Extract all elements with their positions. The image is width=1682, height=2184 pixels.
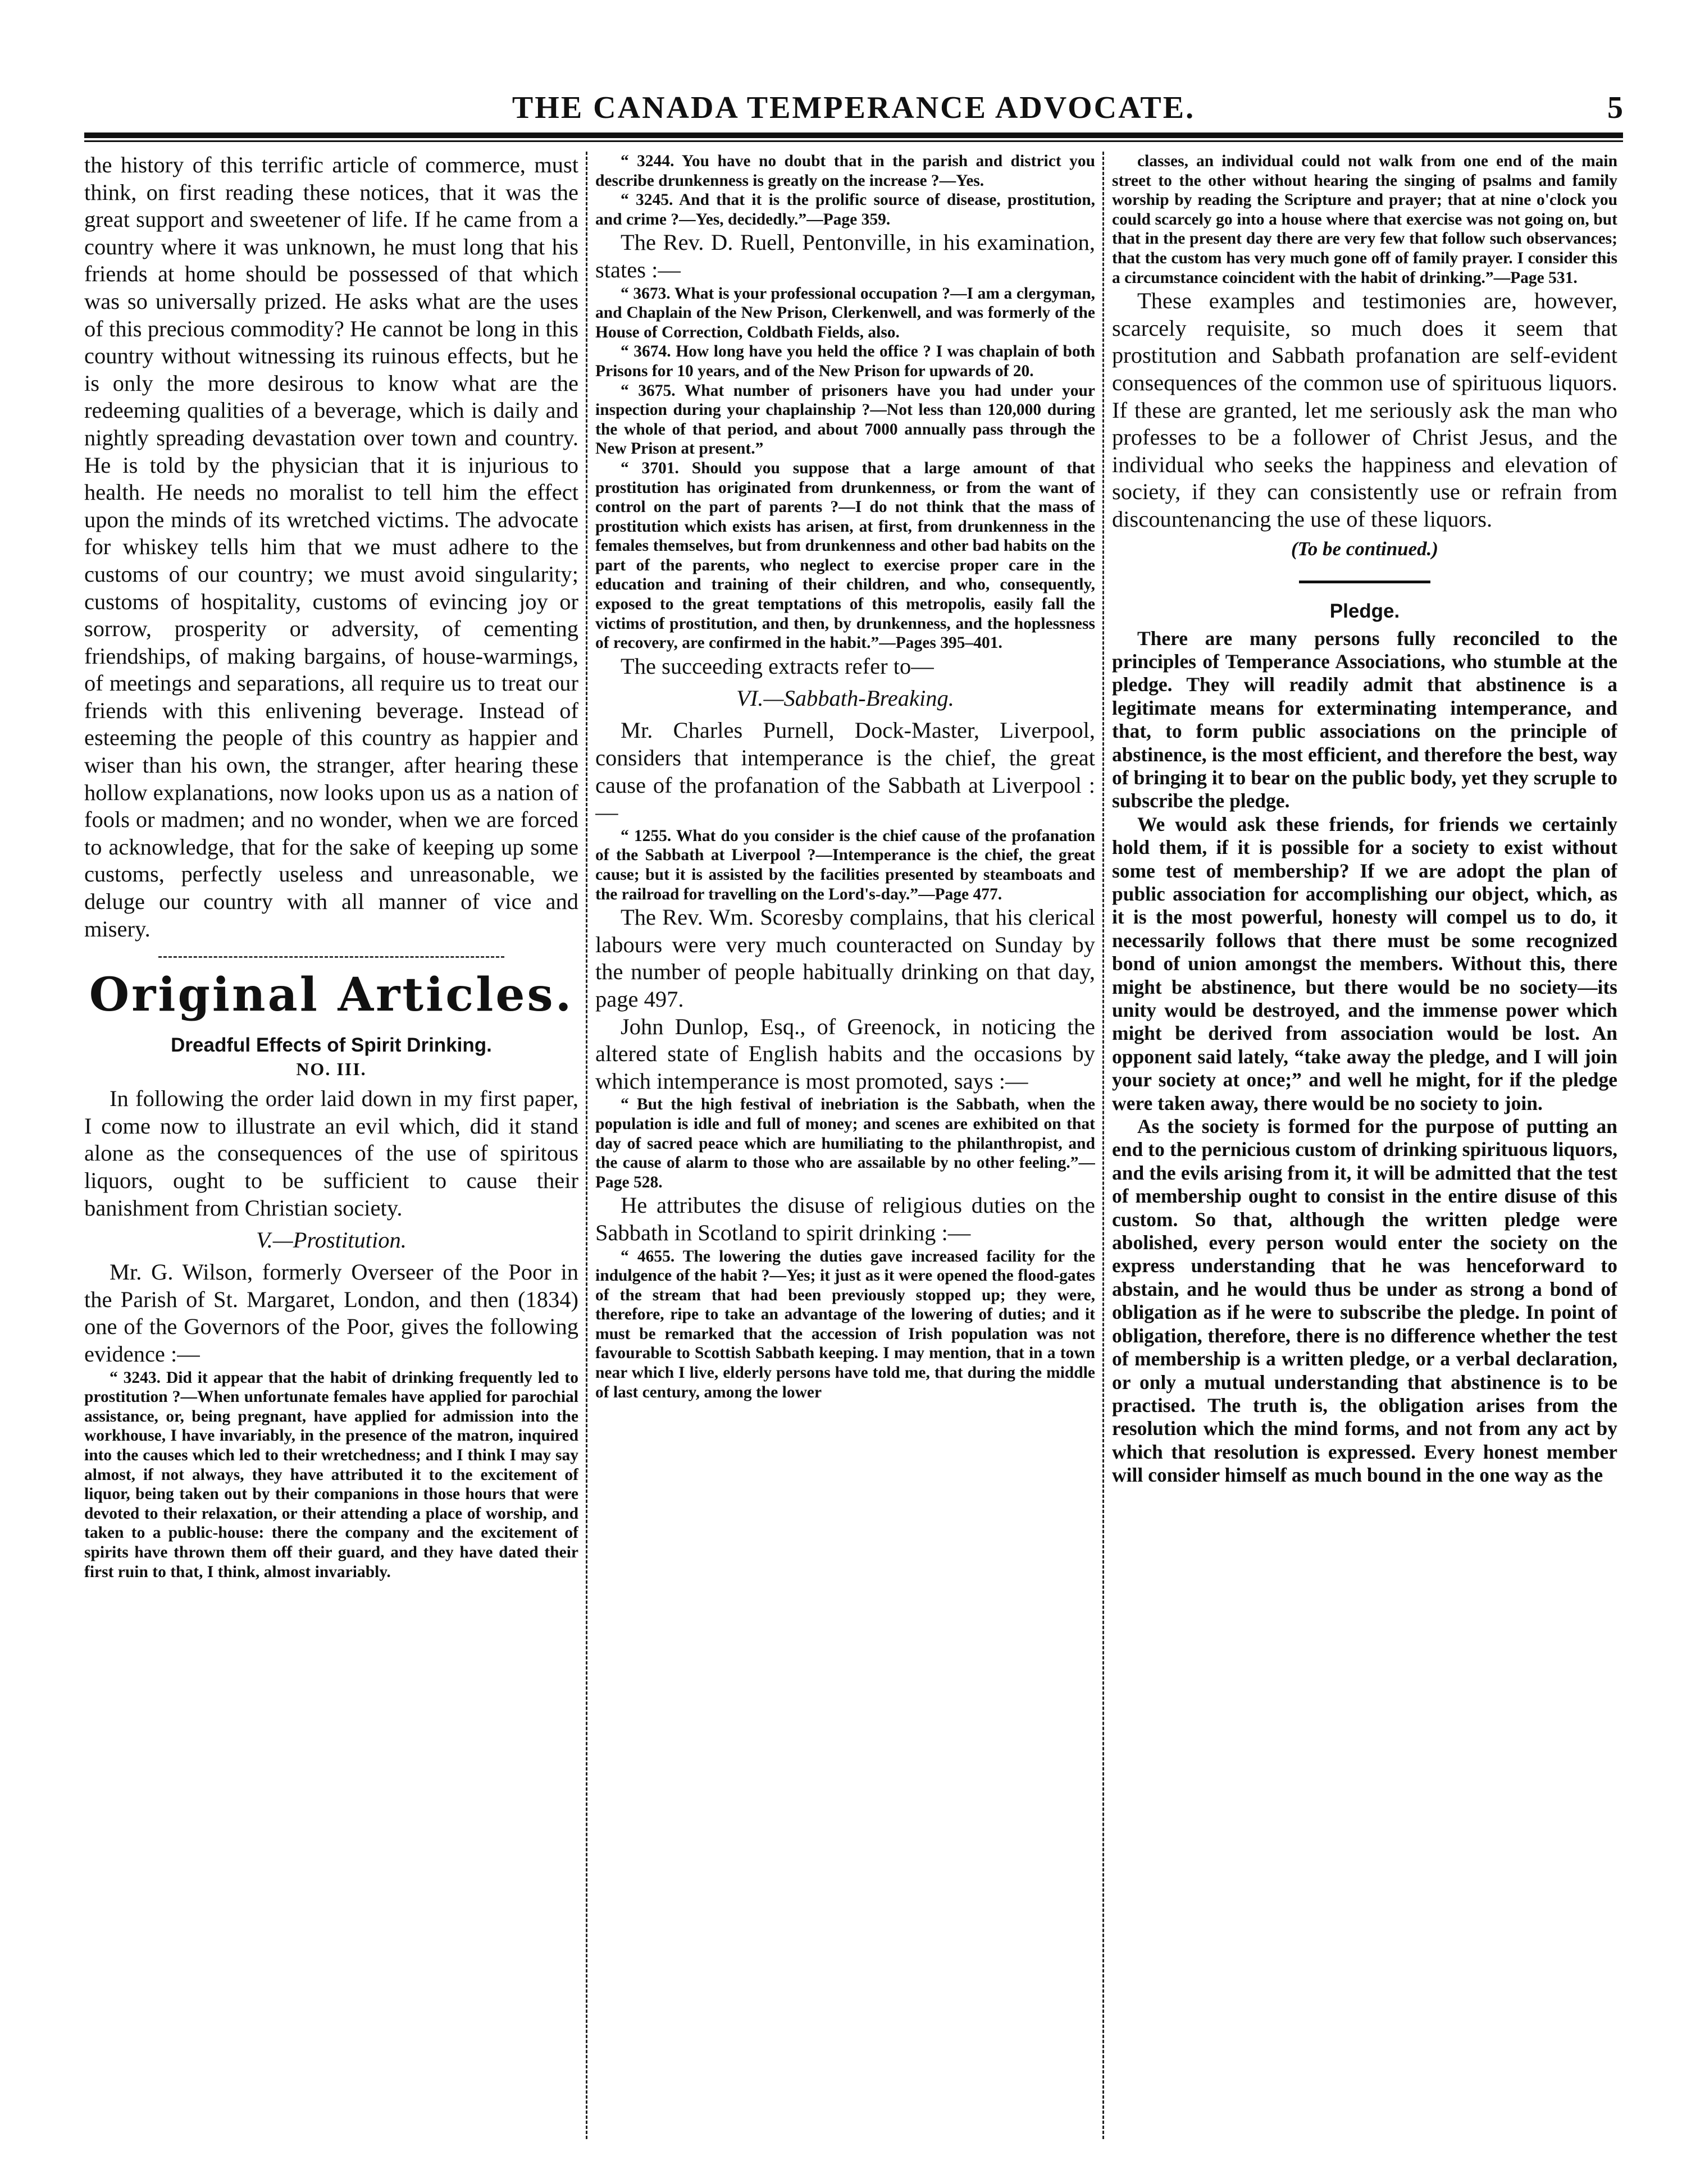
quoted-evidence: “ 3701. Should you suppose that a large amount of that prostitution has originated from drunkenness, or from the want of control on the part of parents ?—I do not think that the mass of prostitution which exists has arisen, at first, from drunkenness in the females themselves, but from drunkenness and other bad habits on the part of the parents, who neglect to exercise proper care in the education and training of their children, and who, consequently, exposed to the great temptations of this metropolis, easily fall the victims of prostitution, and then, by drunkenness, and the hoplessness of recovery, are confirmed in the habit.”—Pages 395–401.: [595, 459, 1095, 652]
paragraph: John Dunlop, Esq., of Greenock, in noticing the altered state of English habits and the occasions by which intemperance is most promoted, says :—: [595, 1013, 1095, 1094]
column-2: [595, 152, 1095, 2139]
paragraph: There are many persons fully reconciled to the principles of Temperance Associations, who stumble at the pledge. They will readily admit that abstinence is a legitimate means for exterminating intemperance, and that, to form public associations on the principle of abstinence, is the most efficient, and therefore the best, way of bringing it to bear on the public body, yet they scruple to subscribe the pledge.: [1112, 627, 1617, 812]
paragraph: The Rev. Wm. Scoresby complains, that his clerical labours were very much counteracted on Sunday by the number of people habitually drinking on that day, page 497.: [595, 904, 1095, 1012]
masthead-title: THE CANADA TEMPERANCE ADVOCATE.: [512, 90, 1196, 125]
quoted-evidence: “ 3243. Did it appear that the habit of drinking frequently led to prostitution ?—When unfortunate females have applied for parochial assistance, or, being pregnant, have applied for admission into the workhouse, I have invariably, in the presence of the matron, inquired into the causes which led to their wretchedness; and I think I may say almost, if not always, they have attributed it to the excitement of liquor, being taken out by their companions in those hours that were devoted to their relaxation, or their attending a place of worship, and taken to a public-house: there the company and the excitement of spirits have thrown them off their guard, and they have dated their first ruin to that, I think, almost invariably.: [84, 1368, 578, 1581]
paragraph: The succeeding extracts refer to—: [621, 653, 934, 679]
quoted-evidence: “ 3674. How long have you held the office ? I was chaplain of both Prisons for 10 years, and of the New Prison for upwards of 20.: [595, 342, 1095, 380]
quoted-evidence: “ But the high festival of inebriation is the Sabbath, when the population is idle and full of money; and scenes are exhibited on that day of sacred peace which are humiliating to the philanthropist, and the cause of alarm to those who are assailable by no other feeling.”—Page 528.: [595, 1095, 1095, 1191]
paragraph: We would ask these friends, for friends we certainly hold them, if it is possible for a society to exist without some test of membership? If we are adopt the plan of public association for accomplishing our object, which, as it is the most powerful, honesty will compel us to do, it necessarily follows that there must be some recognized bond of union amongst the members. Without this, there might be abstinence, but there would be no society—its unity would be destroyed, and the immense power which might be derived from association would be lost. An opponent said lately, “take away the pledge, and I will join your society at once;” and well he might, for if the pledge were taken away, there would be no society to join.: [1112, 812, 1617, 1114]
paragraph: He attributes the disuse of religious duties on the Sabbath in Scotland to spirit drinking :—: [595, 1192, 1095, 1245]
paragraph: These examples and testimonies are, however, scarcely requisite, so much does it seem that prostitution and Sabbath profanation are self-evident consequences of the common use of spirituous liquors. If these are granted, let me seriously ask the man who professes to be a follower of Christ Jesus, and the individual who seeks the happiness and elevation of society, if they can consistently use or refrain from discountenancing the use of these liquors.: [1112, 288, 1617, 532]
section-divider: [1299, 581, 1430, 583]
quoted-evidence: “ 1255. What do you consider is the chief cause of the profanation of the Sabbath at Liverpool ?—Intemperance is the chief, the great cause; but it is assisted by the facilities presented by steamboats and the railroad for travelling on the Lord's-day.”—Page 477.: [595, 826, 1095, 903]
paragraph: Mr. Charles Purnell, Dock-Master, Liverpool, considers that intemperance is the chief, the great cause of the profanation of the Sabbath at Liverpool :—: [595, 718, 1095, 825]
subheading: V.—Prostitution.: [256, 1227, 407, 1253]
paragraph: As the society is formed for the purpose of putting an end to the pernicious custom of drinking spirituous liquors, and the evils arising from it, it will be admitted that the test of membership ought to consist in the entire disuse of this custom. So that, although the written pledge were abolished, every person would enter the society on the express understanding that he was henceforward to abstain, and he would thus be under as strong a bond of obligation as if he were to subscribe the pledge. In point of obligation, therefore, there is no difference whether the test of membership is a written pledge, or a verbal declaration, or only a mutual understanding that abstinence is to be practised. The truth is, the obligation arises from the resolution which the mind forms, and not from any act by which that resolution is expressed. Every honest member will consider himself as much bound in the one way as the: [1112, 1115, 1617, 1487]
subheading: VI.—Sabbath-Breaking.: [736, 686, 954, 711]
column-rule: [586, 152, 587, 2139]
column-1: [84, 152, 578, 2139]
paragraph: The Rev. D. Ruell, Pentonville, in his examination, states :—: [595, 230, 1095, 282]
page-header: [84, 73, 1623, 135]
header-rule: [84, 132, 1623, 142]
quoted-evidence: “ 3675. What number of prisoners have you had under your inspection during your chaplainship ?—Not less than 120,000 during the whole of that period, and about 7000 annually pass through the New Prison at present.”: [595, 381, 1095, 458]
quoted-evidence: “ 3245. And that it is the prolific source of disease, prostitution, and crime ?—Yes, decidedly.”—Page 359.: [595, 191, 1095, 229]
section-title: Original Articles.: [89, 968, 574, 1022]
quoted-evidence: “ 4655. The lowering the duties gave increased facility for the indulgence of the habit ?—Yes; it just as it were opened the flood-gates of the stream that had been previously stopped up; they were, therefore, ripe to take an advantage of the lowering of duties; and it must be remarked that the accession of Irish population was not favourable to Scottish Sabbath keeping. I may mention, that in a town near which I live, elderly persons have told me, that during the middle of last century, among the lower: [595, 1247, 1095, 1401]
article-title: Dreadful Effects of Spirit Drinking.: [171, 1034, 492, 1057]
column-3: [1112, 152, 1617, 2139]
article-number: NO. III.: [296, 1059, 367, 1080]
continued-note: (To be continued.): [1291, 537, 1439, 560]
quoted-evidence: “ 3673. What is your professional occupation ?—I am a clergyman, and Chaplain of the New Prison, Clerkenwell, and was formerly of the House of Correction, Coldbath Fields, also.: [595, 284, 1095, 341]
article-title: Pledge.: [1329, 600, 1400, 622]
paragraph: Mr. G. Wilson, formerly Overseer of the Poor in the Parish of St. Margaret, London, and then (1834) one of the Governors of the Poor, gives the following evidence :—: [84, 1259, 578, 1367]
section-divider: [158, 956, 504, 958]
quoted-evidence: classes, an individual could not walk from one end of the main street to the other without hearing the singing of psalms and family worship by reading the Scripture and prayer; that at nine o'clock you could scarcely go into a house where that exercise was not going on, but that in the present day there are very few that follow such observances; that the custom has very much gone off of family prayer. I consider this a circumstance coincident with the habit of drinking.”—Page 531.: [1112, 152, 1617, 287]
column-rule: [1102, 152, 1104, 2139]
paragraph: the history of this terrific article of commerce, must think, on first reading these notices, that it was the great support and sweetener of life. If he came from a country where it was unknown, he must long that his friends at home should be possessed of that which was so universally prized. He asks what are the uses of this precious commodity? He cannot be long in this country without witnessing its ruinous effects, but he is only the more desirous to know what are the redeeming qualities of a beverage, which is daily and nightly spreading devastation over town and country. He is told by the physician that it is injurious to health. He needs no moralist to tell him the effect upon the minds of its wretched victims. The advocate for whiskey tells him that we must adhere to the customs of our country; we must avoid singularity; customs of hospitality, customs of evincing joy or sorrow, prosperity or adversity, of cementing friendships, of making bargains, of house-warmings, of meetings and separations, all require us to treat our friends with this enlivening beverage. Instead of esteeming the people of this country as happier and wiser than his own, the stranger, after hearing these hollow explanations, now looks upon us as a nation of fools or madmen; and no wonder, when we are forced to acknowledge, that for the sake of keeping up some customs, perfectly useless and unreasonable, we deluge our country with all manner of vice and misery.: [84, 152, 578, 942]
quoted-evidence: “ 3244. You have no doubt that in the parish and district you describe drunkenness is greatly on the increase ?—Yes.: [595, 152, 1095, 190]
paragraph: In following the order laid down in my first paper, I come now to illustrate an evil which, did it stand alone as the consequences of the use of spiritous liquors, ought to be sufficient to cause their banishment from Christian society.: [84, 1086, 578, 1221]
page-number: 5: [1607, 90, 1623, 125]
